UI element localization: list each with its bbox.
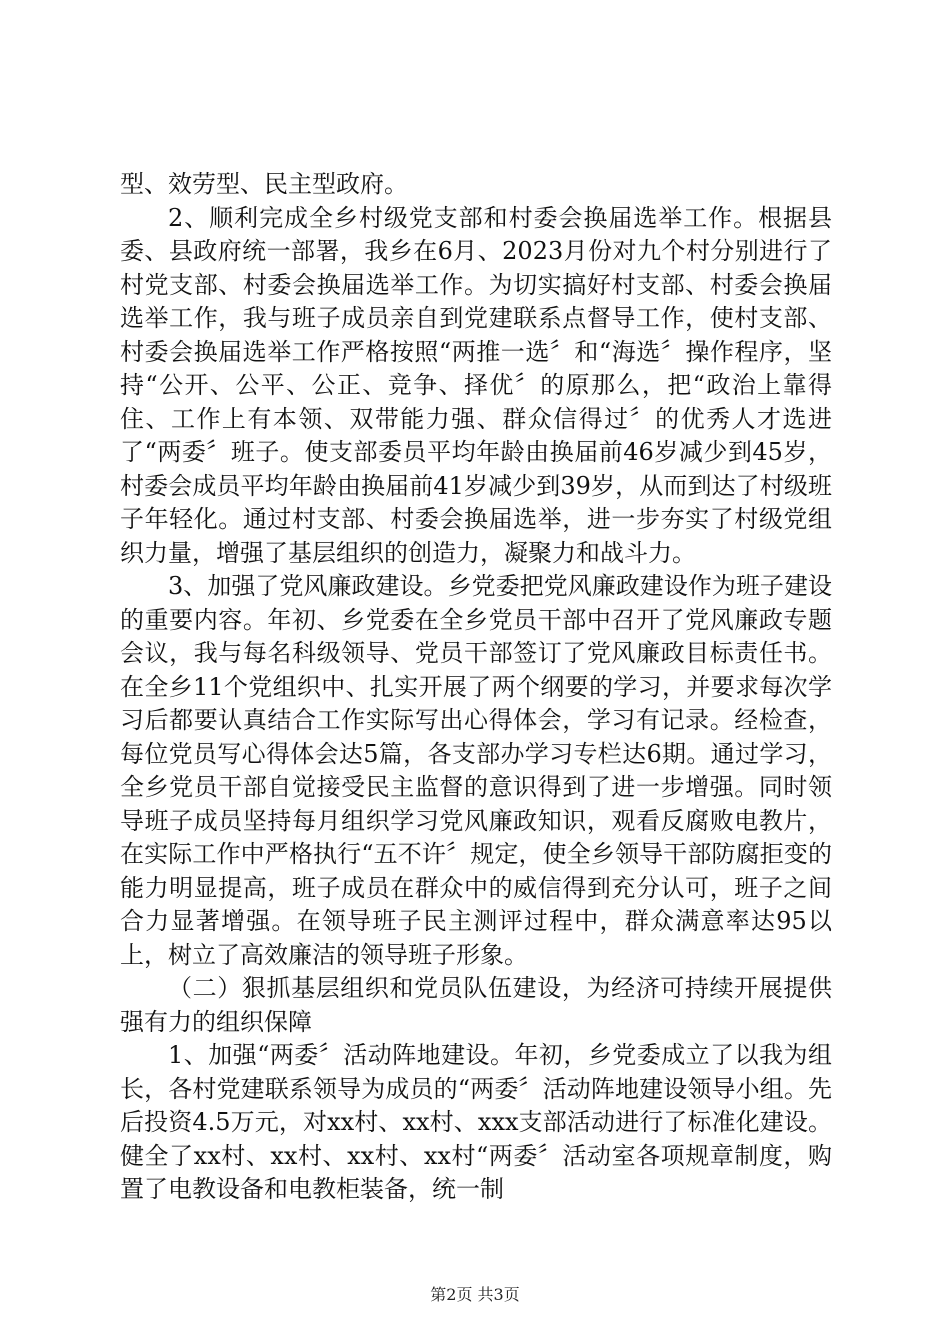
document-body <box>120 168 832 1207</box>
section-heading-grassroots: （二）狠抓基层组织和党员队伍建设，为经济可持续开展提供强有力的组织保障 <box>120 974 832 1036</box>
paragraph-election-work: 2、顺利完成全乡村级党支部和村委会换届选举工作。根据县委、县政府统一部署，我乡在6月、2023月份对九个村分别进行了村党支部、村委会换届选举工作。为切实搞好村支部、村委会换届选举工作，我与班子成员亲自到党建联系点督导工作，使村支部、村委会换届选举工作严格按照“两推一选〞和“海选〞操作程序，坚持“公开、公平、公正、竞争、择优〞的原那么，把“政治上靠得住、工作上有本领、双带能力强、群众信得过〞的优秀人才选进了“两委〞班子。使支部委员平均年龄由换届前46岁减少到45岁，村委会成员平均年龄由换届前41岁减少到39岁，从而到达了村级班子年轻化。通过村支部、村委会换届选举，进一步夯实了村级党组织力量，增强了基层组织的创造力，凝聚力和战斗力。 <box>120 203 832 567</box>
paragraph-clean-government: 3、加强了党风廉政建设。乡党委把党风廉政建设作为班子建设的重要内容。年初、乡党委在全乡党员干部中召开了党风廉政专题会议，我与每名科级领导、党员干部签订了党风廉政目标责任书。在全乡11个党组织中、扎实开展了两个纲要的学习，并要求每次学习后都要认真结合工作实际写出心得体会，学习有记录。经检查，每位党员写心得体会达5篇，各支部办学习专栏达6期。通过学习，全乡党员干部自觉接受民主监督的意识得到了进一步增强。同时领导班子成员坚持每月组织学习党风廉政知识，观看反腐败电教片，在实际工作中严格执行“五不许〞规定，使全乡领导干部防腐拒变的能力明显提高，班子成员在群众中的威信得到充分认可，班子之间合力显著增强。在领导班子民主测评过程中，群众满意率达95以上，树立了高效廉洁的领导班子形象。 <box>120 572 832 969</box>
paragraph-activity-venue: 1、加强“两委〞活动阵地建设。年初，乡党委成立了以我为组长，各村党建联系领导为成员的“两委〞活动阵地建设领导小组。先后投资4.5万元，对xx村、xx村、xxx支部活动进行了标准化建设。健全了xx村、xx村、xx村、xx村“两委〞活动室各项规章制度，购置了电教设备和电教柜装备，统一制 <box>120 1041 832 1203</box>
paragraph-continuation: 型、效劳型、民主型政府。 <box>120 170 408 198</box>
page-number-footer: 第2页 共3页 <box>430 1285 520 1304</box>
